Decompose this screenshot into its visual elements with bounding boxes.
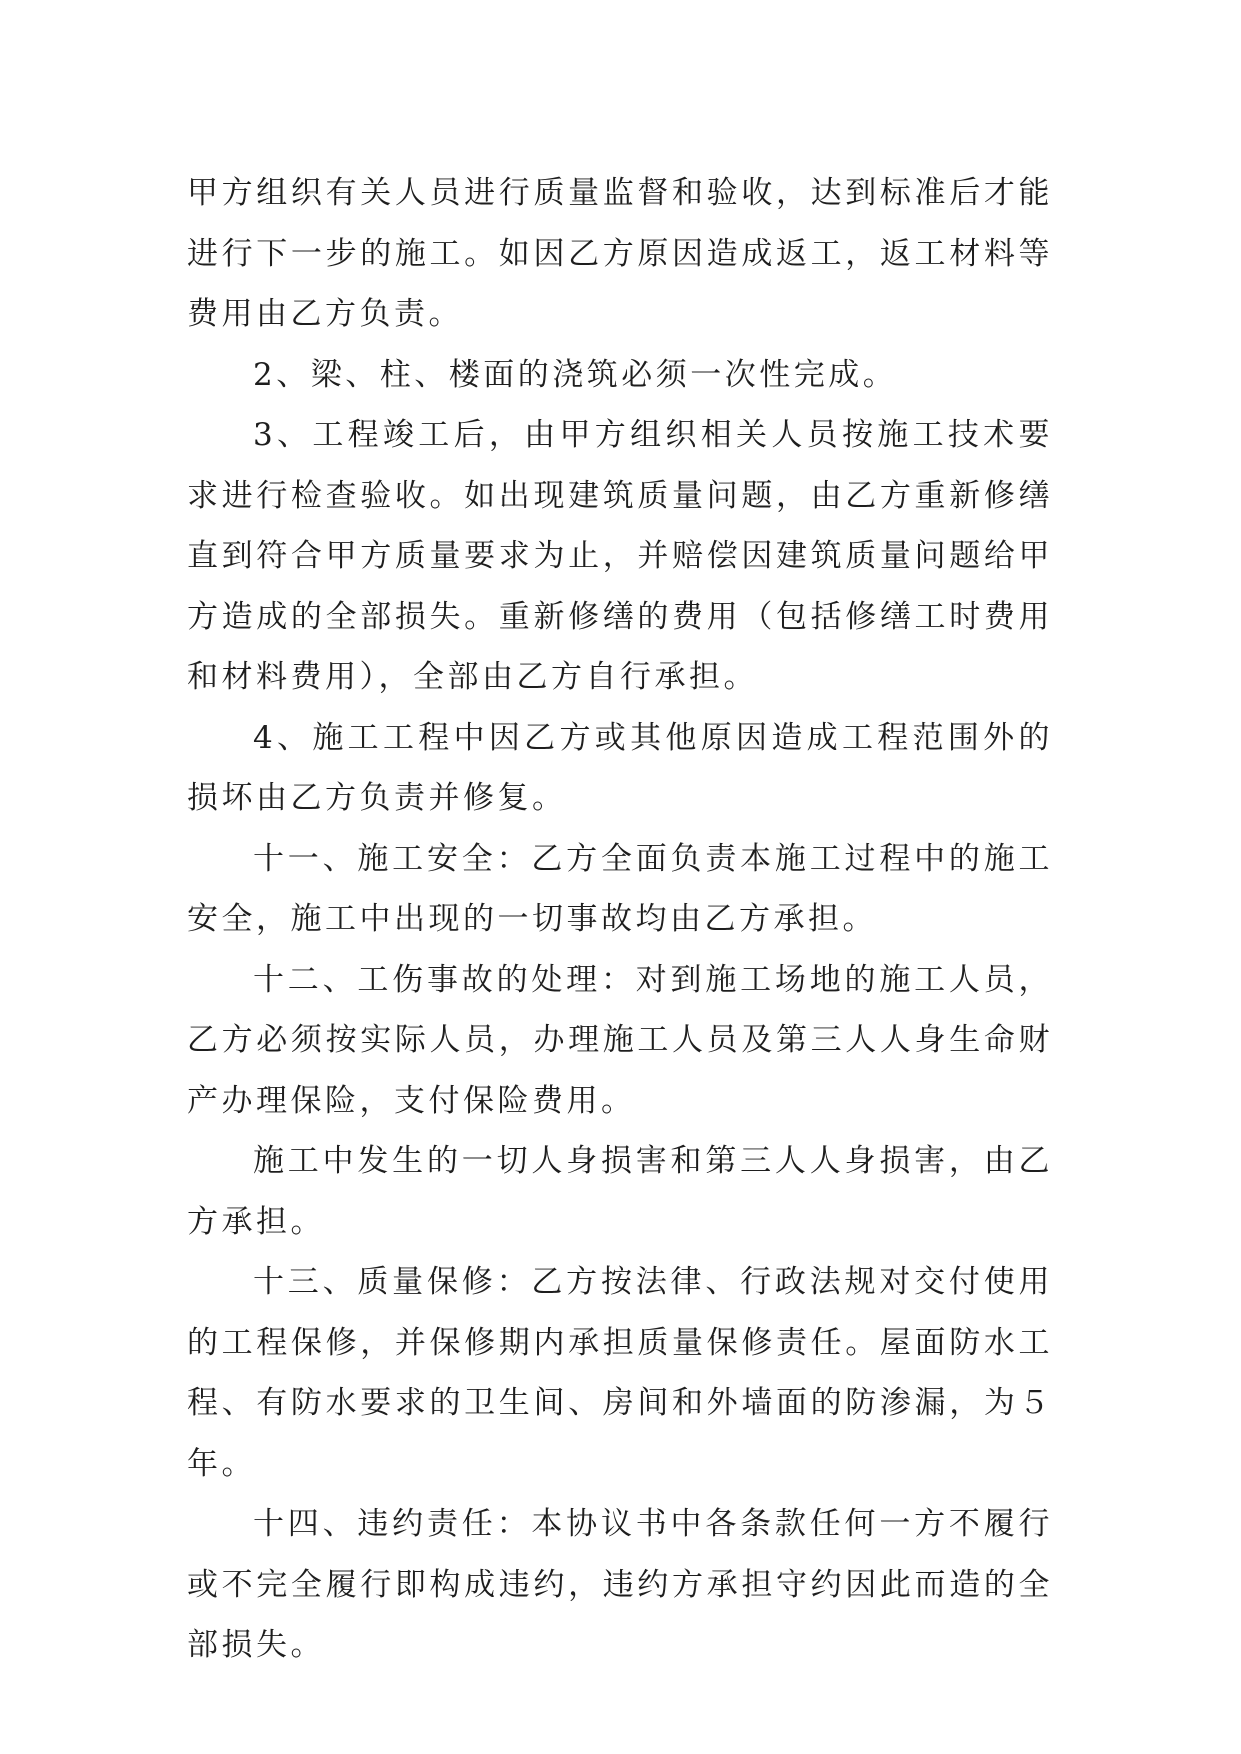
paragraph-2: 2、梁、柱、楼面的浇筑必须一次性完成。 [253,356,898,393]
document-body [187,163,1053,1676]
paragraph-3: 3、工程竣工后，由甲方组织相关人员按施工技术要求进行检查验收。如出现建筑质量问题，由乙方重新修缮直到符合甲方质量要求为止，并赔偿因建筑质量问题给甲方造成的全部损失。重新修缮的费用（包括修缮工时费用和材料费用），全部由乙方自行承担。 [187,417,1053,695]
paragraph-1: 甲方组织有关人员进行质量监督和验收，达到标准后才能进行下一步的施工。如因乙方原因造成返工，返工材料等费用由乙方负责。 [187,175,1053,332]
paragraph-8: 十三、质量保修：乙方按法律、行政法规对交付使用的工程保修，并保修期内承担质量保修责任。屋面防水工程、有防水要求的卫生间、房间和外墙面的防渗漏，为５年。 [187,1264,1053,1482]
paragraph-4: 4、施工工程中因乙方或其他原因造成工程范围外的损坏由乙方负责并修复。 [187,719,1053,816]
paragraph-7: 施工中发生的一切人身损害和第三人人身损害，由乙方承担。 [187,1143,1053,1240]
paragraph-9: 十四、违约责任：本协议书中各条款任何一方不履行或不完全履行即构成违约，违约方承担守约因此而造的全部损失。 [187,1506,1053,1663]
paragraph-5: 十一、施工安全：乙方全面负责本施工过程中的施工安全，施工中出现的一切事故均由乙方承担。 [187,840,1053,937]
paragraph-6: 十二、工伤事故的处理：对到施工场地的施工人员，乙方必须按实际人员，办理施工人员及第三人人身生命财产办理保险，支付保险费用。 [187,961,1053,1119]
